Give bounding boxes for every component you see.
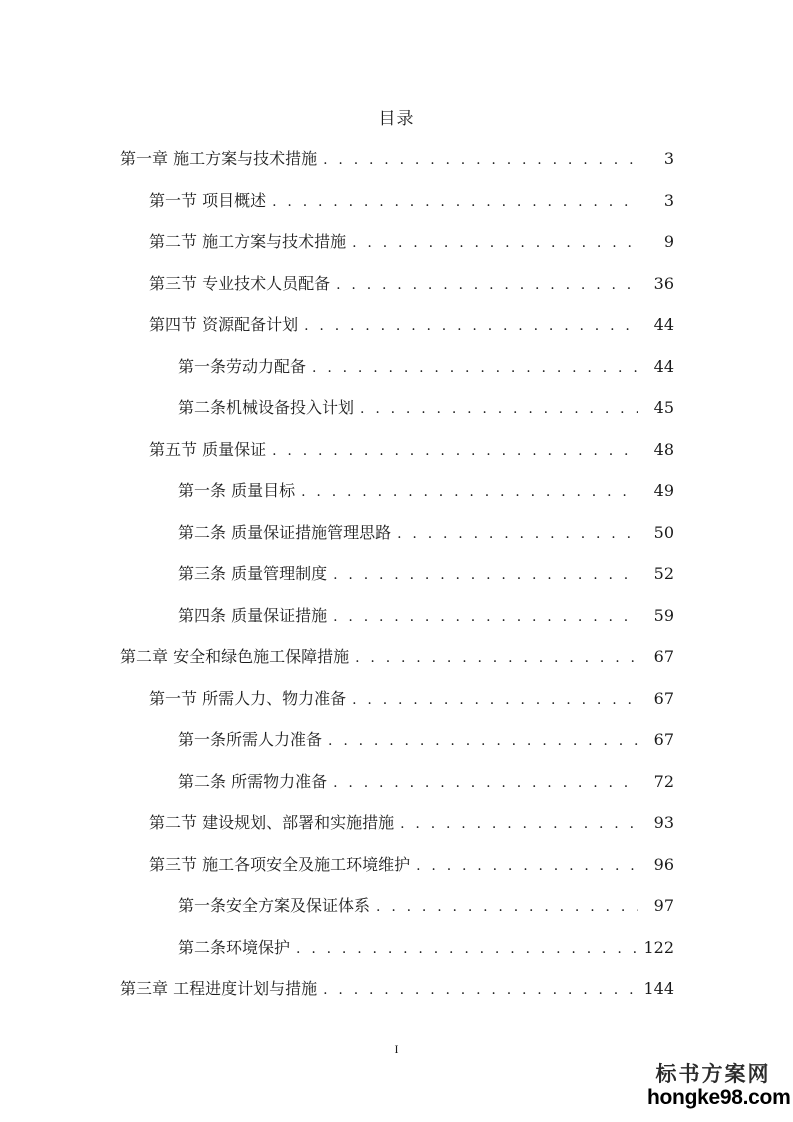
toc-entry-page: 48 xyxy=(653,439,674,459)
toc-entry[interactable] xyxy=(0,429,793,471)
toc-entry[interactable] xyxy=(0,885,793,927)
toc-dot-leader xyxy=(333,763,638,805)
toc-dot-leader xyxy=(272,182,638,224)
toc-entry-page: 67 xyxy=(653,730,674,749)
toc-entry[interactable] xyxy=(0,761,793,803)
toc-entry[interactable] xyxy=(0,678,793,720)
toc-entry-page: 52 xyxy=(653,564,674,583)
toc-entry-label: 第一条安全方案及保证体系 xyxy=(178,896,371,915)
toc-dot-leader xyxy=(333,555,638,597)
toc-entry[interactable] xyxy=(0,387,793,429)
toc-entry[interactable] xyxy=(0,927,793,969)
toc-dot-leader xyxy=(376,887,638,929)
toc-entry-label: 第一条劳动力配备 xyxy=(178,356,307,376)
toc-entry[interactable] xyxy=(0,470,793,512)
table-of-contents xyxy=(0,138,793,1010)
toc-entry-page: 144 xyxy=(643,979,674,998)
toc-entry-page: 97 xyxy=(653,896,674,915)
toc-entry[interactable] xyxy=(0,719,793,761)
toc-dot-leader xyxy=(400,804,638,846)
toc-entry-label: 第四节 资源配备计划 xyxy=(149,315,299,334)
toc-entry[interactable] xyxy=(0,346,793,388)
toc-dot-leader xyxy=(323,970,638,1012)
toc-dot-leader xyxy=(355,638,638,680)
toc-entry-page: 50 xyxy=(653,522,674,542)
toc-entry[interactable] xyxy=(0,180,793,222)
toc-entry-page: 72 xyxy=(653,771,674,791)
toc-entry-label: 第三节 专业技术人员配备 xyxy=(149,273,331,293)
toc-entry[interactable] xyxy=(0,512,793,554)
toc-dot-leader xyxy=(416,846,638,888)
toc-entry-label: 第一条 质量目标 xyxy=(178,481,296,500)
toc-dot-leader xyxy=(352,680,638,722)
toc-entry-page: 49 xyxy=(653,481,674,500)
toc-entry-page: 93 xyxy=(653,813,674,832)
toc-title: 目录 xyxy=(378,109,415,129)
toc-entry-page: 122 xyxy=(643,937,674,957)
toc-entry-page: 3 xyxy=(663,149,674,168)
toc-dot-leader xyxy=(323,140,638,182)
toc-entry[interactable] xyxy=(0,636,793,678)
page-number: I xyxy=(394,1042,399,1056)
toc-dot-leader xyxy=(328,721,638,763)
toc-entry[interactable] xyxy=(0,553,793,595)
toc-entry-label: 第三节 施工各项安全及施工环境维护 xyxy=(149,854,411,874)
toc-entry-label: 第二节 施工方案与技术措施 xyxy=(149,232,347,251)
toc-entry-page: 59 xyxy=(653,605,674,625)
toc-entry-label: 第二节 建设规划、部署和实施措施 xyxy=(149,813,395,832)
toc-entry-label: 第二条 所需物力准备 xyxy=(178,771,328,791)
toc-entry-label: 第一节 所需人力、物力准备 xyxy=(149,688,347,708)
watermark-url: hongke98.com xyxy=(647,1086,791,1109)
toc-entry-label: 第二条机械设备投入计划 xyxy=(178,398,355,417)
toc-entry-page: 3 xyxy=(663,190,674,210)
toc-entry[interactable] xyxy=(0,221,793,263)
toc-entry-page: 45 xyxy=(653,398,674,417)
toc-dot-leader xyxy=(304,306,638,348)
toc-entry-page: 44 xyxy=(653,356,674,376)
toc-dot-leader xyxy=(336,265,638,307)
toc-entry-label: 第五节 质量保证 xyxy=(149,439,267,459)
toc-entry-label: 第一条所需人力准备 xyxy=(178,730,323,749)
toc-entry[interactable] xyxy=(0,304,793,346)
toc-entry-page: 67 xyxy=(653,647,674,666)
toc-entry-label: 第二章 安全和绿色施工保障措施 xyxy=(120,647,350,666)
toc-dot-leader xyxy=(333,597,638,639)
toc-dot-leader xyxy=(296,929,638,971)
toc-dot-leader xyxy=(397,514,638,556)
toc-entry-label: 第二条环境保护 xyxy=(178,937,291,957)
toc-entry[interactable] xyxy=(0,844,793,886)
toc-entry-label: 第四条 质量保证措施 xyxy=(178,605,328,625)
toc-entry-label: 第一节 项目概述 xyxy=(149,190,267,210)
toc-entry-page: 44 xyxy=(653,315,674,334)
toc-dot-leader xyxy=(272,431,638,473)
toc-entry-page: 96 xyxy=(653,854,674,874)
toc-entry[interactable] xyxy=(0,595,793,637)
watermark-name: 标书方案网 xyxy=(655,1062,771,1086)
toc-dot-leader xyxy=(301,472,638,514)
toc-entry-label: 第三章 工程进度计划与措施 xyxy=(120,979,318,998)
toc-entry-page: 9 xyxy=(663,232,674,251)
toc-entry-page: 36 xyxy=(653,273,674,293)
toc-entry-page: 67 xyxy=(653,688,674,708)
toc-entry[interactable] xyxy=(0,263,793,305)
watermark-logo xyxy=(647,1062,791,1110)
toc-entry[interactable] xyxy=(0,968,793,1010)
toc-dot-leader xyxy=(312,348,638,390)
toc-dot-leader xyxy=(352,223,638,265)
toc-dot-leader xyxy=(360,389,638,431)
toc-entry[interactable] xyxy=(0,802,793,844)
toc-entry-label: 第一章 施工方案与技术措施 xyxy=(120,149,318,168)
toc-entry-label: 第三条 质量管理制度 xyxy=(178,564,328,583)
toc-entry[interactable] xyxy=(0,138,793,180)
toc-entry-label: 第二条 质量保证措施管理思路 xyxy=(178,522,392,542)
